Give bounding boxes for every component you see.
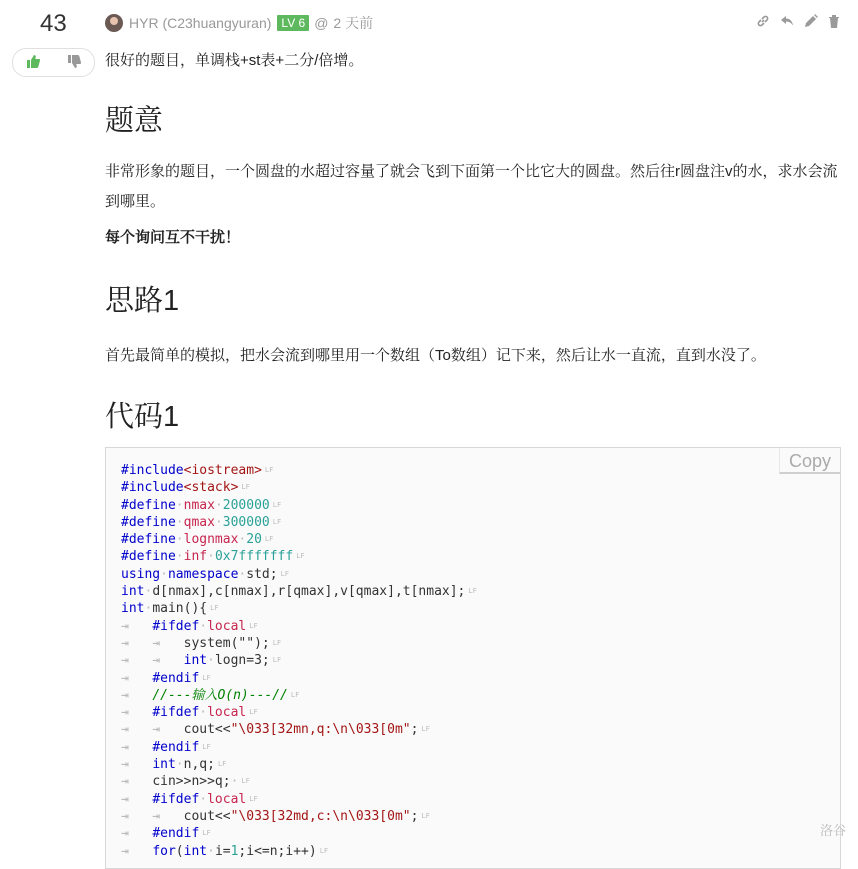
code-token: · bbox=[214, 515, 223, 531]
line-feed-marker: LF bbox=[249, 708, 258, 717]
line-feed-marker: LF bbox=[319, 846, 329, 855]
code-token: · bbox=[175, 549, 184, 565]
line-feed-marker: LF bbox=[280, 569, 289, 578]
code-line bbox=[121, 479, 477, 496]
code-token: local bbox=[207, 618, 247, 634]
line-feed-marker: LF bbox=[272, 517, 282, 526]
code-token: #endif bbox=[152, 826, 200, 842]
code-token: logn=3; bbox=[214, 653, 270, 669]
idea-paragraph: 首先最简单的模拟，把水会流到哪里用一个数组（To数组）记下来，然后让水一直流，直到水没了。 bbox=[105, 347, 766, 364]
code-token: 0x7fffffff bbox=[214, 549, 294, 565]
post-content bbox=[105, 46, 845, 435]
watermark: 洛谷 bbox=[819, 823, 846, 838]
code-line bbox=[121, 739, 477, 756]
code-token: ⇥ bbox=[121, 705, 153, 721]
line-feed-marker: LF bbox=[264, 466, 274, 474]
code-token: int bbox=[152, 757, 176, 773]
avatar[interactable] bbox=[105, 14, 123, 32]
code-line bbox=[121, 808, 477, 825]
code-token: int bbox=[121, 584, 145, 600]
code-token: 300000 bbox=[222, 515, 270, 531]
code-token: ; bbox=[410, 722, 419, 738]
at-sign: @ bbox=[314, 15, 329, 31]
line-feed-marker: LF bbox=[290, 690, 300, 699]
copy-button[interactable]: Copy bbox=[779, 448, 840, 474]
code-token: · bbox=[175, 515, 184, 531]
heading-idea: 思路1 bbox=[105, 285, 180, 317]
code-token: ⇥ bbox=[121, 774, 153, 790]
code-line bbox=[121, 843, 477, 860]
line-feed-marker: LF bbox=[241, 777, 250, 786]
post-header bbox=[105, 12, 373, 34]
code-line bbox=[121, 670, 477, 687]
code-token: · bbox=[238, 532, 247, 548]
thumb-down-icon[interactable] bbox=[67, 55, 81, 71]
code-token: <iostream> bbox=[183, 463, 262, 479]
code-token: #ifdef bbox=[152, 618, 200, 634]
code-token: · bbox=[214, 497, 223, 513]
code-token: main(){ bbox=[152, 601, 208, 617]
code-line bbox=[121, 721, 477, 738]
code-token: local bbox=[207, 791, 247, 807]
code-token: ⇥ bbox=[121, 791, 153, 807]
code-line bbox=[121, 756, 477, 773]
code-line bbox=[121, 618, 477, 635]
code-token: std; bbox=[246, 566, 278, 582]
delete-icon[interactable] bbox=[828, 14, 840, 31]
code-token: ⇥ bbox=[121, 843, 153, 859]
code-token: ⇥ bbox=[121, 670, 153, 686]
code-token: ⇥ ⇥ bbox=[121, 722, 184, 738]
line-feed-marker: LF bbox=[202, 829, 211, 838]
link-icon[interactable] bbox=[756, 14, 770, 31]
line-feed-marker: LF bbox=[272, 638, 282, 647]
code-token: #define bbox=[121, 549, 176, 565]
code-token: ; bbox=[410, 809, 419, 825]
code-token: cout<< bbox=[183, 809, 231, 825]
code-token: #define bbox=[121, 497, 176, 513]
author-name[interactable]: HYR (C23huangyuran) bbox=[129, 15, 272, 31]
code-token: int bbox=[183, 843, 208, 859]
code-token: · bbox=[175, 532, 184, 548]
meaning-bold-note: 每个询问互不干扰！ bbox=[105, 229, 241, 246]
code-token: · bbox=[175, 497, 184, 513]
code-line bbox=[121, 514, 477, 531]
code-token: d[nmax],c[nmax],r[qmax],v[qmax],t[nmax]; bbox=[152, 584, 466, 600]
code-token: //---输入O(n)---// bbox=[152, 688, 288, 704]
code-token: #ifdef bbox=[152, 791, 200, 807]
line-feed-marker: LF bbox=[210, 604, 219, 613]
vote-count: 43 bbox=[40, 10, 67, 37]
code-lines bbox=[121, 462, 477, 860]
heading-code: 代码1 bbox=[105, 401, 180, 433]
line-feed-marker: LF bbox=[264, 535, 274, 544]
code-token: qmax bbox=[183, 515, 215, 531]
code-token: ( bbox=[175, 843, 184, 859]
code-token: ⇥ bbox=[121, 826, 153, 842]
line-feed-marker: LF bbox=[241, 483, 250, 492]
intro-paragraph: 很好的题目，单调栈+st表+二分/倍增。 bbox=[105, 52, 364, 69]
code-token: · bbox=[199, 618, 208, 634]
code-token: for bbox=[152, 843, 176, 859]
code-token: n,q; bbox=[183, 757, 215, 773]
code-token: using bbox=[121, 566, 161, 582]
code-token: ⇥ bbox=[121, 739, 153, 755]
code-token: · bbox=[207, 843, 215, 859]
code-line bbox=[121, 791, 477, 808]
code-token: #ifdef bbox=[152, 705, 200, 721]
code-line bbox=[121, 583, 477, 600]
code-token: system(""); bbox=[183, 636, 270, 652]
code-token: · bbox=[199, 791, 208, 807]
code-token: · bbox=[207, 549, 215, 565]
code-line bbox=[121, 652, 477, 669]
line-feed-marker: LF bbox=[272, 500, 282, 509]
code-token: · bbox=[144, 584, 153, 600]
code-token: "\033[32mn,q:\n\033[0m" bbox=[230, 722, 411, 738]
post-time: 2 天前 bbox=[333, 15, 374, 31]
line-feed-marker: LF bbox=[421, 725, 430, 734]
code-token: nmax bbox=[183, 497, 215, 513]
line-feed-marker: LF bbox=[272, 656, 282, 665]
code-token: namespace bbox=[167, 566, 239, 582]
code-token: ⇥ ⇥ bbox=[121, 636, 184, 652]
code-token: · bbox=[160, 566, 168, 582]
line-feed-marker: LF bbox=[296, 552, 305, 561]
code-line bbox=[121, 497, 477, 514]
code-token: ⇥ ⇥ bbox=[121, 653, 184, 669]
code-token: <stack> bbox=[183, 480, 239, 496]
meaning-paragraph: 非常形象的题目，一个圆盘的水超过容量了就会飞到下面第一个比它大的圆盘。然后往r圆盘注v的水，求水会流到哪里。 bbox=[105, 163, 838, 210]
code-token: #include bbox=[121, 463, 184, 479]
code-token: ⇥ ⇥ bbox=[121, 809, 184, 825]
code-line bbox=[121, 566, 477, 583]
line-feed-marker: LF bbox=[217, 760, 227, 769]
code-token: i= bbox=[214, 843, 231, 859]
code-token: 1 bbox=[230, 843, 239, 859]
line-feed-marker: LF bbox=[202, 742, 211, 751]
code-token: · bbox=[199, 705, 208, 721]
code-token: #include bbox=[121, 480, 184, 496]
code-token: cin>>n>>q; bbox=[152, 774, 231, 790]
line-feed-marker: LF bbox=[421, 811, 430, 820]
code-token: · bbox=[238, 566, 247, 582]
code-token: ⇥ bbox=[121, 688, 153, 704]
code-token: local bbox=[207, 705, 247, 721]
code-token: 20 bbox=[246, 532, 262, 548]
code-line bbox=[121, 462, 477, 479]
code-token: · bbox=[207, 653, 215, 669]
line-feed-marker: LF bbox=[202, 673, 211, 682]
code-line bbox=[121, 773, 477, 790]
code-line bbox=[121, 531, 477, 548]
level-badge: LV 6 bbox=[277, 15, 309, 31]
code-line bbox=[121, 635, 477, 652]
code-token: inf bbox=[183, 549, 208, 565]
code-token: · bbox=[175, 757, 184, 773]
code-token: int bbox=[121, 601, 145, 617]
code-token: #endif bbox=[152, 670, 200, 686]
code-token: cout<< bbox=[183, 722, 231, 738]
edit-icon[interactable] bbox=[804, 14, 818, 31]
code-token: "\033[32md,c:\n\033[0m" bbox=[230, 809, 411, 825]
code-token: #endif bbox=[152, 739, 200, 755]
code-token: · bbox=[230, 774, 239, 790]
code-line bbox=[121, 600, 477, 617]
code-token: ⇥ bbox=[121, 618, 153, 634]
code-token: #define bbox=[121, 515, 176, 531]
code-token: ;i<=n;i++) bbox=[238, 843, 317, 859]
code-token: int bbox=[183, 653, 208, 669]
line-feed-marker: LF bbox=[249, 621, 258, 630]
code-token: 200000 bbox=[222, 497, 270, 513]
post-actions bbox=[756, 14, 840, 31]
code-token: lognmax bbox=[183, 532, 239, 548]
code-token: ⇥ bbox=[121, 757, 153, 773]
vote-box bbox=[12, 48, 95, 77]
code-line bbox=[121, 687, 477, 704]
thumb-up-icon[interactable] bbox=[26, 55, 40, 71]
code-token: · bbox=[144, 601, 153, 617]
line-feed-marker: LF bbox=[468, 587, 477, 596]
code-line bbox=[121, 548, 477, 565]
reply-icon[interactable] bbox=[780, 14, 794, 31]
code-token: #define bbox=[121, 532, 176, 548]
code-line bbox=[121, 704, 477, 721]
code-block[interactable] bbox=[105, 447, 841, 869]
line-feed-marker: LF bbox=[249, 794, 258, 803]
heading-meaning: 题意 bbox=[105, 105, 164, 137]
code-line bbox=[121, 825, 477, 842]
